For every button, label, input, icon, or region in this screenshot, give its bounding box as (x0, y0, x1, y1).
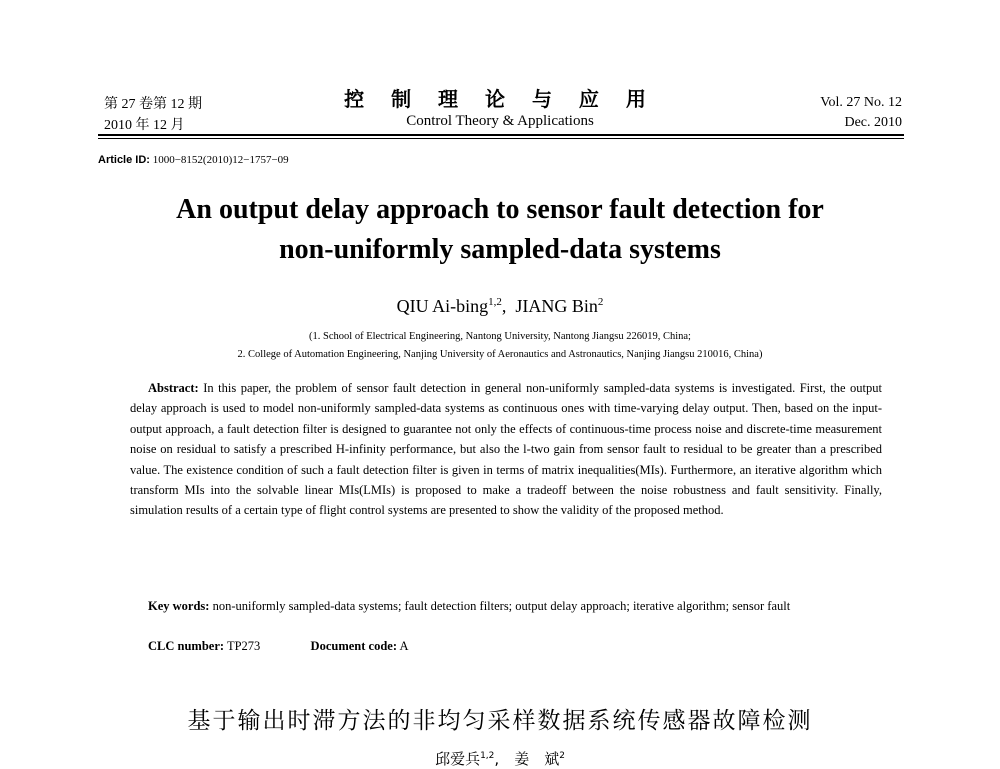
journal-title-cn: 控 制 理 论 与 应 用 (344, 87, 656, 111)
author-2: JIANG Bin (515, 296, 598, 316)
author-list (100, 296, 900, 317)
affiliation-2: 2. College of Automation Engineering, Nanjing University of Aeronautics and Astronautics, Nanjing Jiangsu 210016, China) (237, 349, 763, 360)
chinese-author-2-affiliation: 2 (559, 751, 565, 761)
keywords (130, 596, 882, 616)
article-id (98, 154, 289, 166)
chinese-author-list: 邱爱兵$^{1,2}$, 姜 斌$^2$ (435, 750, 565, 768)
chinese-author-1: 邱爱兵 (435, 750, 481, 768)
header-rule-thick (98, 134, 904, 136)
journal-volume-issue-en: Vol. 27 No. 12 (820, 95, 902, 110)
paper-title (100, 190, 900, 270)
paper-title-line1: An output delay approach to sensor fault detection for (176, 194, 824, 225)
classification-line (148, 639, 408, 654)
journal-date-cn: 2010 年 12 月 (104, 118, 185, 133)
affiliation-1: (1. School of Electrical Engineering, Nantong University, Nantong Jiangsu 226019, China; (309, 331, 691, 342)
author-1: QIU Ai-bing (396, 296, 489, 316)
clc-label: CLC number: (148, 639, 225, 653)
keywords-label: Key words: (148, 599, 210, 613)
author-separator: , (501, 296, 516, 316)
chinese-title: 基于输出时滞方法的非均匀采样数据系统传感器故障检测 (187, 708, 813, 734)
article-id-value: 1000−8152(2010)12−1757−09 (152, 154, 289, 166)
clc-value: TP273 (226, 639, 261, 653)
paper-title-line2: non-uniformly sampled-data systems (279, 234, 721, 265)
keywords-text: non-uniformly sampled-data systems; fault detection filters; output delay approach; iterative algorithm; sensor fault (212, 599, 791, 613)
article-id-label: Article ID: (98, 154, 150, 166)
header-rule-thin (98, 138, 904, 139)
chinese-author-1-affiliation: 1,2 (480, 751, 495, 761)
abstract-label: Abstract: (148, 381, 199, 395)
journal-date-en: Dec. 2010 (844, 115, 902, 130)
author-1-affiliation: 1,2 (488, 296, 502, 308)
document-code-label: Document code: (310, 639, 397, 653)
chinese-author-2: 姜 斌 (514, 750, 560, 768)
document-code-value: A (399, 639, 409, 653)
abstract (130, 378, 882, 521)
journal-volume-issue-cn: 第 27 卷第 12 期 (104, 97, 202, 112)
author-2-affiliation: 2 (597, 296, 604, 308)
journal-title-en: Control Theory & Applications (406, 113, 594, 129)
abstract-text: In this paper, the problem of sensor fault detection in general non-uniformly sampled-data systems is investigated. First, the output delay approach is used to model non-uniformly sampled-data systems as continuous ones with time-varying delay output. Then, based on the input-output approach, a fault detection filter is designed to guarantee not only the effects of continuous-time process noise and discrete-time measurement noise on residual to satisfy a prescribed H-infinity performance, but also the l-two gain from sensor fault to residual to be greater than a prescribed value. The existence condition of such a fault detection filter is given in terms of matrix inequalities(MIs). Furthermore, an iterative algorithm which transform MIs into the solvable linear MIs(LMIs) is proposed to make a tradeoff between the noise robustness and fault sensitivity. Finally, simulation results of a certain type of flight control systems are presented to show the validity of the proposed method. (130, 381, 883, 518)
